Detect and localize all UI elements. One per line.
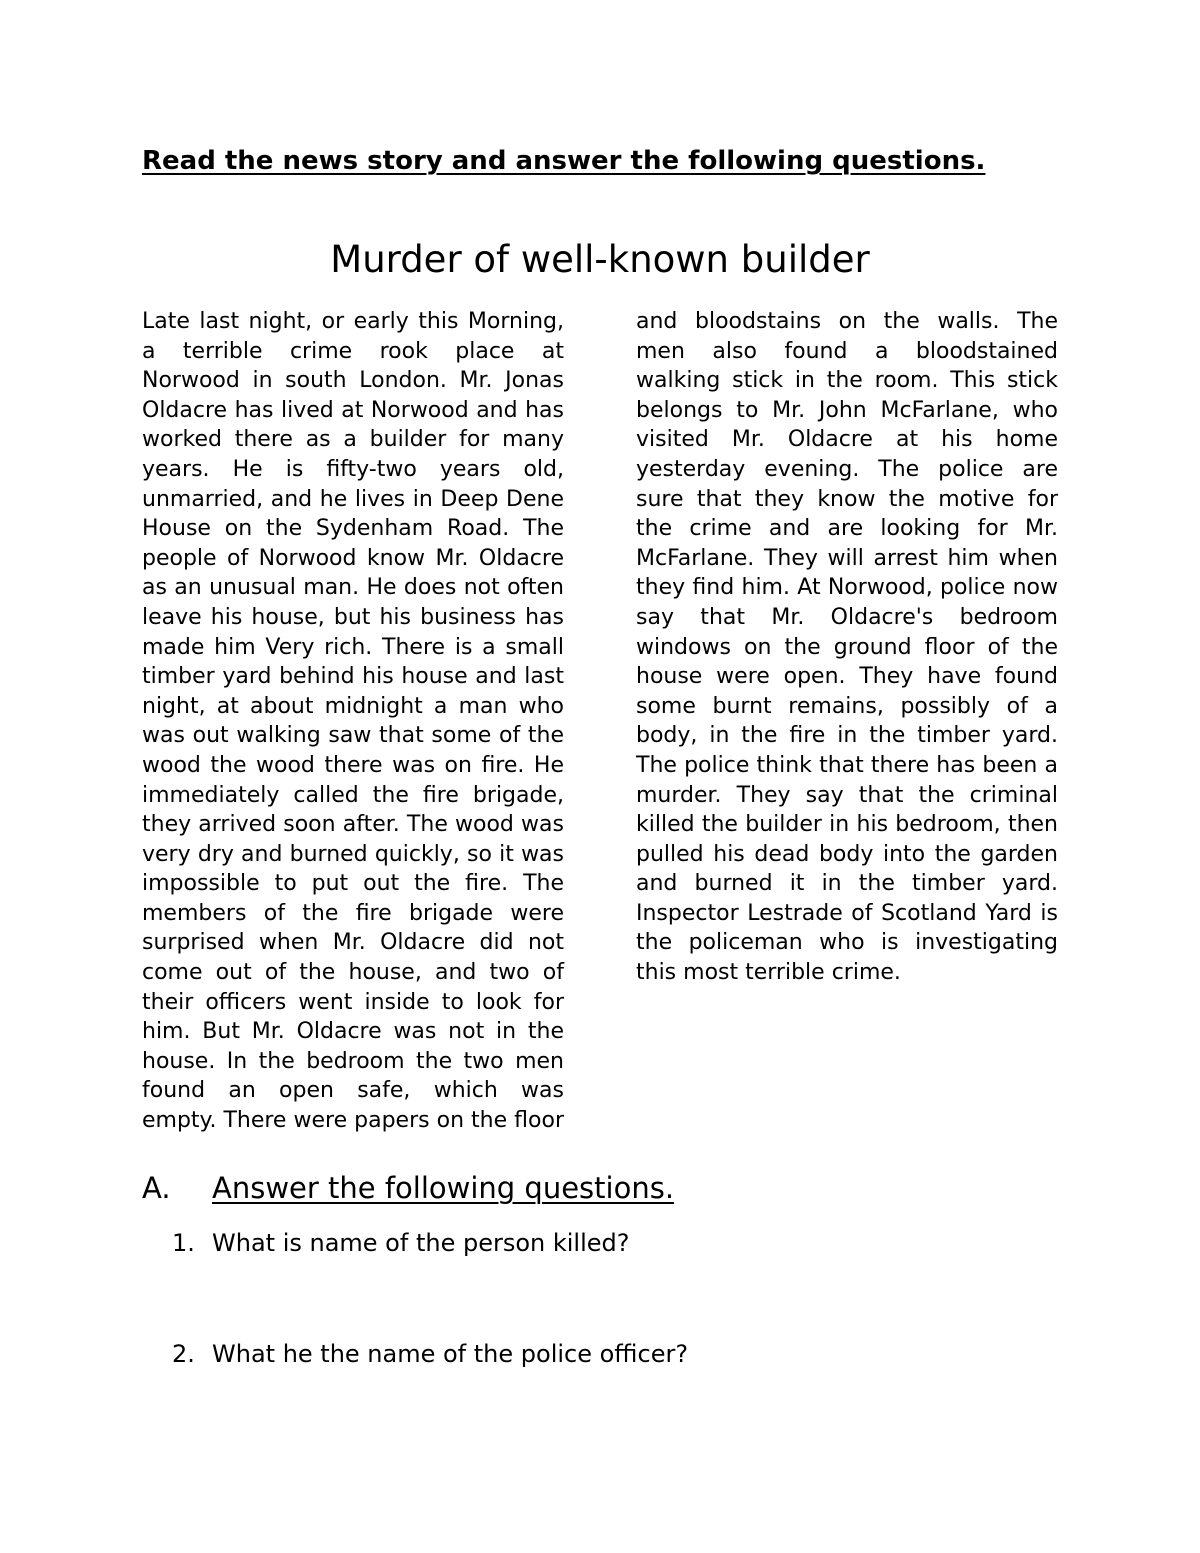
question-item — [172, 1227, 630, 1259]
article-body-columns — [142, 307, 1058, 1147]
section-a-letter: A. — [142, 1171, 171, 1205]
question-text: What he the name of the police officer? — [212, 1340, 689, 1368]
question-number: 1. — [172, 1229, 195, 1257]
question-text: What is name of the person killed? — [212, 1229, 630, 1257]
article-headline: Murder of well-known builder — [330, 238, 870, 281]
section-a-heading — [142, 1168, 842, 1208]
question-item — [172, 1338, 688, 1370]
question-number: 2. — [172, 1340, 195, 1368]
article-body-text: Late last night, or early this Morning, a terrible crime rook place at Norwood in south London. Mr. Jonas Oldacre has lived at Norwood and has worked there as a builder for many years. He is fifty-two years old, unmarried, and he lives in Deep Dene House on the Sydenham Road. The people of Norwood know Mr. Oldacre as an unusual man. He does not often leave his house, but his business has made him Very rich. There is a small timber yard behind his house and last night, at about midnight a man who was out walking saw that some of the wood the wood there was on fire. He immediately called the fire brigade, they arrived soon after. The wood was very dry and burned quickly, so it was impossible to put out the fire. The members of the fire brigade were surprised when Mr. Oldacre did not come out of the house, and two of their officers went inside to look for him. But Mr. Oldacre was not in the house. In the bedroom the two men found an open safe, which was empty. There were papers on the floor and bloodstains on the walls. The men also found a bloodstained walking stick in the room. This stick belongs to Mr. John McFarlane, who visited Mr. Oldacre at his home yesterday evening. The police are sure that they know the motive for the crime and are looking for Mr. McFarlane. They will arrest him when they find him. At Norwood, police now say that Mr. Oldacre's bedroom windows on the ground floor of the house were open. They have found some burnt remains, possibly of a body, in the fire in the timber yard. The police think that there has been a murder. They say that the criminal killed the builder in his bedroom, then pulled his dead body into the garden and burned it in the timber yard. Inspector Lestrade of Scotland Yard is the policeman who is investigating this most terrible crime. — [142, 309, 1058, 1134]
section-a-title: Answer the following questions. — [212, 1171, 675, 1205]
instruction-heading: Read the news story and answer the following questions. — [142, 146, 986, 176]
